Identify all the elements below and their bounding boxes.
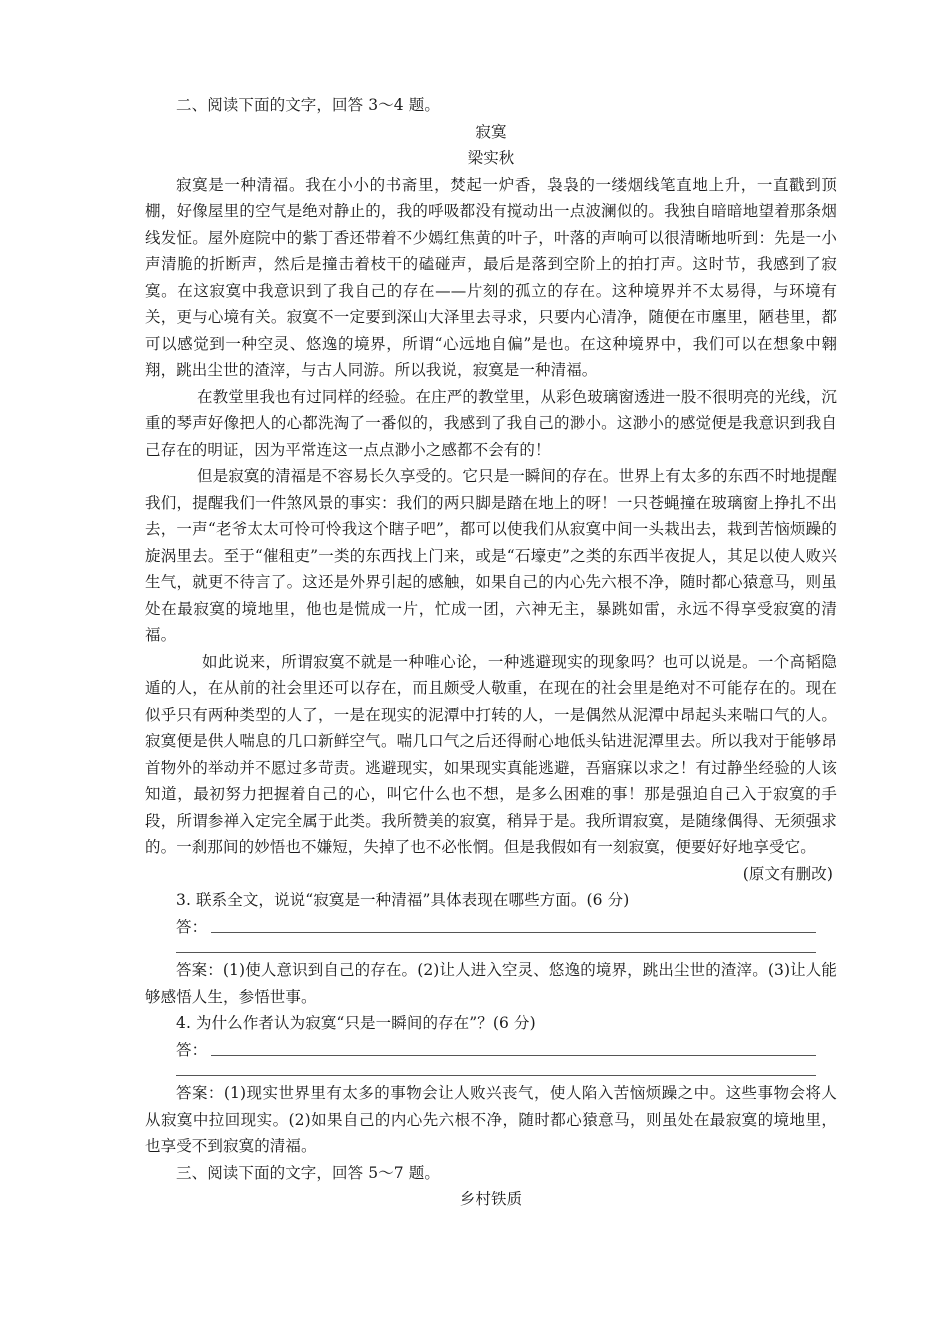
article-body (145, 172, 837, 861)
paragraph-1: 寂寞是一种清福。我在小小的书斋里，焚起一炉香，袅袅的一缕烟线笔直地上升，一直戳到顶棚，好像屋里的空气是绝对静止的，我的呼吸都没有搅动出一点波澜似的。我独自暗暗地望着那条烟线发怔。屋外庭院中的紫丁香还带着不少嫣红焦黄的叶子，叶落的声响可以很清晰地听到：先是一小声清脆的折断声，然后是撞击着枝干的磕碰声，最后是落到空阶上的拍打声。这时节，我感到了寂寞。在这寂寞中我意识到了我自己的存在——片刻的孤立的存在。这种境界并不太易得，与环境有关，更与心境有关。寂寞不一定要到深山大泽里去寻求，只要内心清净，随便在市廛里，陋巷里，都可以感觉到一种空灵、悠逸的境界，所谓“心远地自偏”是也。在这种境界中，我们可以在想象中翱翔，跳出尘世的渣滓，与古人同游。所以我说，寂寞是一种清福。 (145, 175, 837, 379)
answer-line-4 (145, 1037, 837, 1064)
answer-4-text: 答案：(1)现实世界里有太多的事物会让人败兴丧气，使人陷入苦恼烦躁之中。这些事物会将人从寂寞中拉回现实。(2)如果自己的内心先六根不净，随时都心猿意马，则虽处在最寂寞的境地里，也享受不到寂寞的清福。 (145, 1084, 837, 1155)
paragraph-3: 但是寂寞的清福是不容易长久享受的。它只是一瞬间的存在。世界上有太多的东西不时地提醒我们，提醒我们一件煞风景的事实：我们的两只脚是踏在地上的呀！一只苍蝇撞在玻璃窗上挣扎不出去，一声“老爷太太可怜可怜我这个瞎子吧”，都可以使我们从寂寞中间一头栽出去，栽到苦恼烦躁的旋涡里去。至于“催租吏”一类的东西找上门来，或是“石壕吏”之类的东西半夜捉人，其足以使人败兴生气，就更不待言了。这还是外界引起的感触，如果自己的内心先六根不净，随时都心猿意马，则虽处在最寂寞的境地里，他也是慌成一片，忙成一团，六神无主，暴跳如雷，永远不得享受寂寞的清福。 (145, 467, 837, 644)
answer-label-4: 答： (176, 1040, 208, 1059)
answer-line-3 (145, 914, 837, 941)
section-3-title: 乡村铁质 (459, 1190, 523, 1208)
answer-rule-3a (211, 931, 816, 933)
section-3-heading: 三、阅读下面的文字，回答 5～7 题。 (176, 1163, 440, 1182)
question-3: 3. 联系全文，说说“寂寞是一种清福”具体表现在哪些方面。(6 分) (176, 891, 630, 909)
source-note: (原文有删改) (742, 864, 833, 883)
question-4: 4. 为什么作者认为寂寞“只是一瞬间的存在”？(6 分) (176, 1014, 536, 1032)
answer-rule-4a (211, 1054, 816, 1056)
article-title: 寂寞 (475, 122, 507, 141)
answer-3-text: 答案：(1)使人意识到自己的存在。(2)让人进入空灵、悠逸的境界，跳出尘世的渣滓。(3)让人能够感悟人生，参悟世事。 (145, 961, 837, 1006)
paragraph-4: 如此说来，所谓寂寞不就是一种唯心论，一种逃避现实的现象吗？也可以说是。一个高韬隐遁的人，在从前的社会里还可以存在，而且颇受人敬重，在现在的社会里是绝对不可能存在的。现在似乎只有两种类型的人了，一是在现实的泥潭中打转的人，一是偶然从泥潭中昂起头来喘口气的人。寂寞便是供人喘息的几口新鲜空气。喘几口气之后还得耐心地低头钻进泥潭里去。所以我对于能够昂首物外的举动并不愿过多苛责。逃避现实，如果现实真能逃避，吾寤寐以求之！有过静坐经验的人该知道，最初努力把握着自己的心，叫它什么也不想，是多么困难的事！那是强迫自己入于寂寞的手段，所谓参禅入定完全属于此类。我所赞美的寂寞，稍异于是。我所谓寂寞，是随缘偶得、无须强求的。一刹那间的妙悟也不嫌短，失掉了也不必怅惘。但是我假如有一刻寂寞，便要好好地享受它。 (145, 652, 837, 856)
answer-rule-3b (176, 940, 816, 953)
answer-3 (145, 957, 837, 1010)
section-2-heading: 二、阅读下面的文字，回答 3～4 题。 (176, 96, 440, 114)
answer-label-3: 答： (176, 917, 208, 936)
paragraph-2: 在教堂里我也有过同样的经验。在庄严的教堂里，从彩色玻璃窗透进一股不很明亮的光线，沉重的琴声好像把人的心都洗淘了一番似的，我感到了我自己的渺小。这渺小的感觉便是我意识到我自己存在的明证，因为平常连这一点点渺小之感都不会有的！ (145, 387, 837, 459)
article-author: 梁实秋 (467, 149, 515, 167)
answer-4 (145, 1080, 837, 1160)
document-page (145, 92, 837, 1213)
answer-rule-4b (176, 1063, 816, 1076)
